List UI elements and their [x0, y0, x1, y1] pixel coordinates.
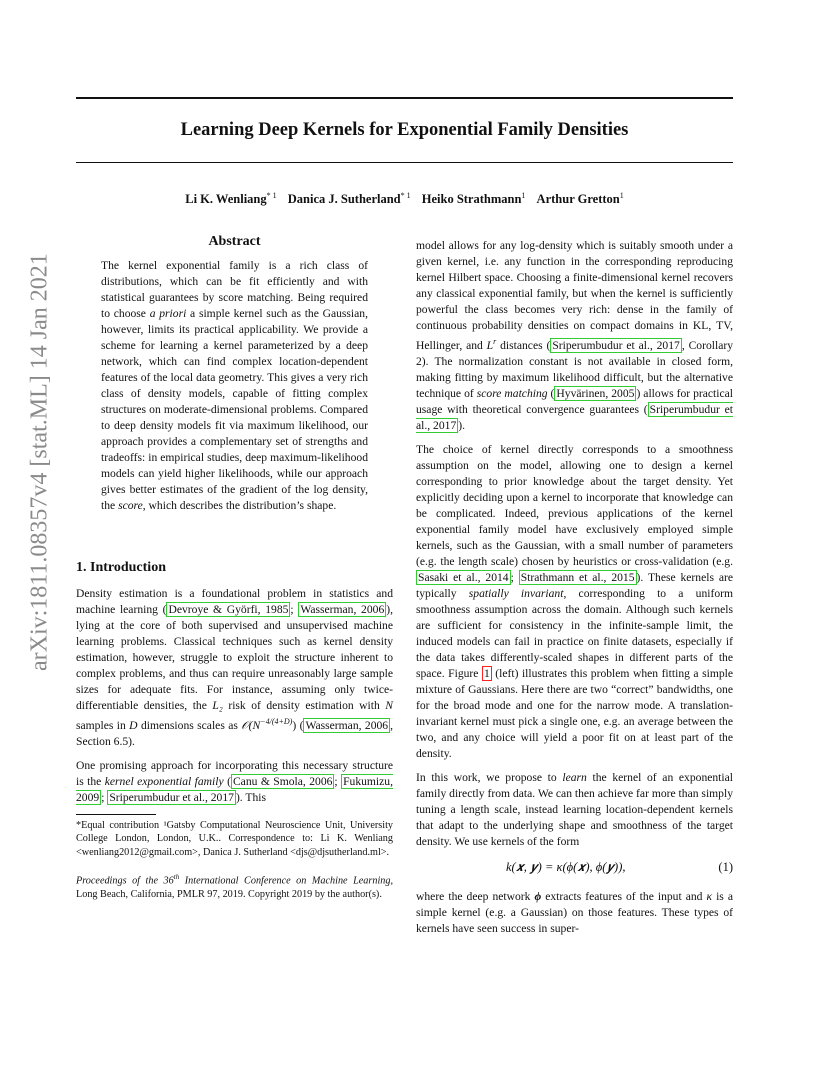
- equation-number: (1): [718, 859, 733, 874]
- author-4: Arthur Gretton$^1$: [536, 191, 624, 207]
- author-1: Li K. Wenliang$^{* 1}$: [185, 191, 277, 207]
- equation-body: k(𝒙, 𝒚) = κ(ϕ(𝒙), ϕ(𝒚)),: [506, 859, 626, 874]
- citation-link[interactable]: Canu & Smola, 2006: [232, 774, 333, 788]
- citation-link[interactable]: Sasaki et al., 2014: [418, 570, 509, 584]
- citation-link[interactable]: Hyvärinen, 2005: [556, 386, 635, 400]
- proceedings-note: Proceedings of the 36th International Conference on Machine Learning, Long Beach, California, PMLR 97, 2019. Copyright 2019 by the author(s).: [76, 873, 394, 901]
- complexity-formula: $𝒪(N^{-4/(4+D)})$: [241, 717, 297, 732]
- citation-link[interactable]: Sriperumbudur et al., 2017: [552, 338, 680, 352]
- author-2: Danica J. Sutherland$^{* 1}$: [287, 191, 411, 207]
- right-paragraph-1: model allows for any log-density which is suitably smooth under a given kernel, i.e. any function in the corresponding reproducing kernel Hilbert space. Choosing a finite-dimensional kernel recovers any classical exponential family, but when the kernel is sufficiently powerful the class becomes very rich: dense in the family of continuous probability densities on compact domains in KL, TV, Hellinger, and $L^r$ distances ( Sriperumbudur et al., 2017 , Corollary 2). The normalization constant is not available in closed form, making fitting by maximum likelihood difficult, but the alternative technique of score matching ( Hyvärinen, 2005 ) allows for practical usage with theoretical convergence guarantees ( Sriperumbudur et al., 2017 ).: [416, 239, 734, 432]
- author-list: [76, 191, 733, 207]
- figure-reference-link[interactable]: 1: [483, 666, 490, 680]
- abstract-heading: Abstract: [208, 234, 261, 249]
- citation-link[interactable]: Fukumizu, 2009: [76, 774, 393, 804]
- citation-link[interactable]: Sriperumbudur et al., 2017: [416, 402, 734, 432]
- citation-link[interactable]: Strathmann et al., 2015: [520, 570, 635, 584]
- abstract-text: The kernel exponential family is a rich class of distributions, which can be fit efficiently and with statistical guarantees by score matching. Being required to choose a priori a simple kernel such as the Gaussian, however, limits its practical applicability. We provide a scheme for learning a kernel parameterized by a deep network, which can find complex location-dependent features of the local data geometry. This gives a very rich class of density models, capable of fitting complex structures on moderate-dimensional problems. Compared to deep density models fit via maximum likelihood, our approach provides a complementary set of strengths and tradeoffs: in empirical studies, deep maximum-likelihood models can yield higher likelihoods, while our approach gives better estimates of the gradient of the log density, the score, which describes the distribution’s shape.: [101, 259, 368, 512]
- footnote-rule: [76, 814, 156, 815]
- citation-link[interactable]: Devroye & Györfi, 1985: [168, 603, 289, 616]
- right-paragraph-2: The choice of kernel directly corresponds to a smoothness assumption on the model, allowing one to design a kernel corresponding to prior knowledge about the target density. Yet explicitly deciding upon a kernel to incorporate that knowledge can be complicated. Indeed, previous applications of the kernel exponential family model have exclusively employed simple kernels, such as the Gaussian, with a small number of parameters (e.g. the length scale) chosen by heuristics or cross-validation (e.g. Sasaki et al., 2014 ; Strathmann et al., 2015 ). These kernels are typically spatially invariant, corresponding to a uniform smoothness assumption across the domain. Although such kernels are sufficient for consistency in the infinite-sample limit, the induced models can fail in practice on finite datasets, especially if the data takes differently-scaled shapes in different parts of the space. Figure 1 (left) illustrates this problem when fitting a simple mixture of Gaussians. Here there are two “correct” bandwidths, one for the broad mode and one for the narrow mode. A translation-invariant kernel must pick a single one, e.g. an average between the two, and any choice will yield a poor fit on at least part of the density.: [416, 442, 733, 760]
- title-rule: [76, 162, 733, 163]
- equation-1: [416, 860, 733, 875]
- footnote-affiliations: *Equal contribution ¹Gatsby Computational Neuroscience Unit, University College London, London, U.K.. Correspondence to: Li K. Wenliang <wenliang2012@gmail.com>, Danica J. Sutherland <djs@djsutherland.ml>.: [76, 819, 393, 858]
- arxiv-identifier[interactable]: arXiv:1811.08357v4 [stat.ML] 14 Jan 2021: [26, 253, 53, 671]
- citation-link[interactable]: Sriperumbudur et al., 2017: [109, 790, 234, 804]
- citation-link[interactable]: Wasserman, 2006: [300, 603, 385, 616]
- left-column: [76, 234, 393, 902]
- intro-paragraph-1: Density estimation is a foundational problem in statistics and machine learning ( Devroye & Györfi, 1985 ; Wasserman, 2006 ), lying at the core of both supervised and unsupervised machine learning problems. Classical techniques such as kernel density estimation, however, struggle to exploit the structure inherent to complex problems, and thus can require unreasonably large sample sizes for adequate fits. For instance, assuming only twice-differentiable densities, the L₂ risk of density estimation with N samples in D dimensions scales as $𝒪(N^{-4/(4+D)})$ ( Wasserman, 2006 , Section 6.5).: [76, 587, 394, 748]
- citation-link[interactable]: Wasserman, 2006: [305, 718, 389, 732]
- author-3: Heiko Strathmann$^1$: [421, 191, 526, 207]
- section-heading-introduction: 1. Introduction: [76, 560, 166, 575]
- right-paragraph-4: where the deep network ϕ extracts features of the input and κ is a simple kernel (e.g. a Gaussian) on those features. These types of kernels have seen success in super-: [416, 889, 733, 935]
- paper-title: Learning Deep Kernels for Exponential Family Densities: [180, 120, 629, 140]
- right-paragraph-3: In this work, we propose to learn the kernel of an exponential family directly from data. We can then achieve far more than simply tuning a length scale, instead learning location-dependent kernels that adapt to the underlying shape and smoothness of the target density. We use kernels of the form: [416, 770, 733, 848]
- intro-paragraph-2: One promising approach for incorporating this necessary structure is the kernel exponential family ( Canu & Smola, 2006 ; Fukumizu, 2009 ; Sriperumbudur et al., 2017 ). This: [76, 758, 393, 804]
- top-rule: [76, 97, 733, 99]
- right-column: [416, 238, 733, 945]
